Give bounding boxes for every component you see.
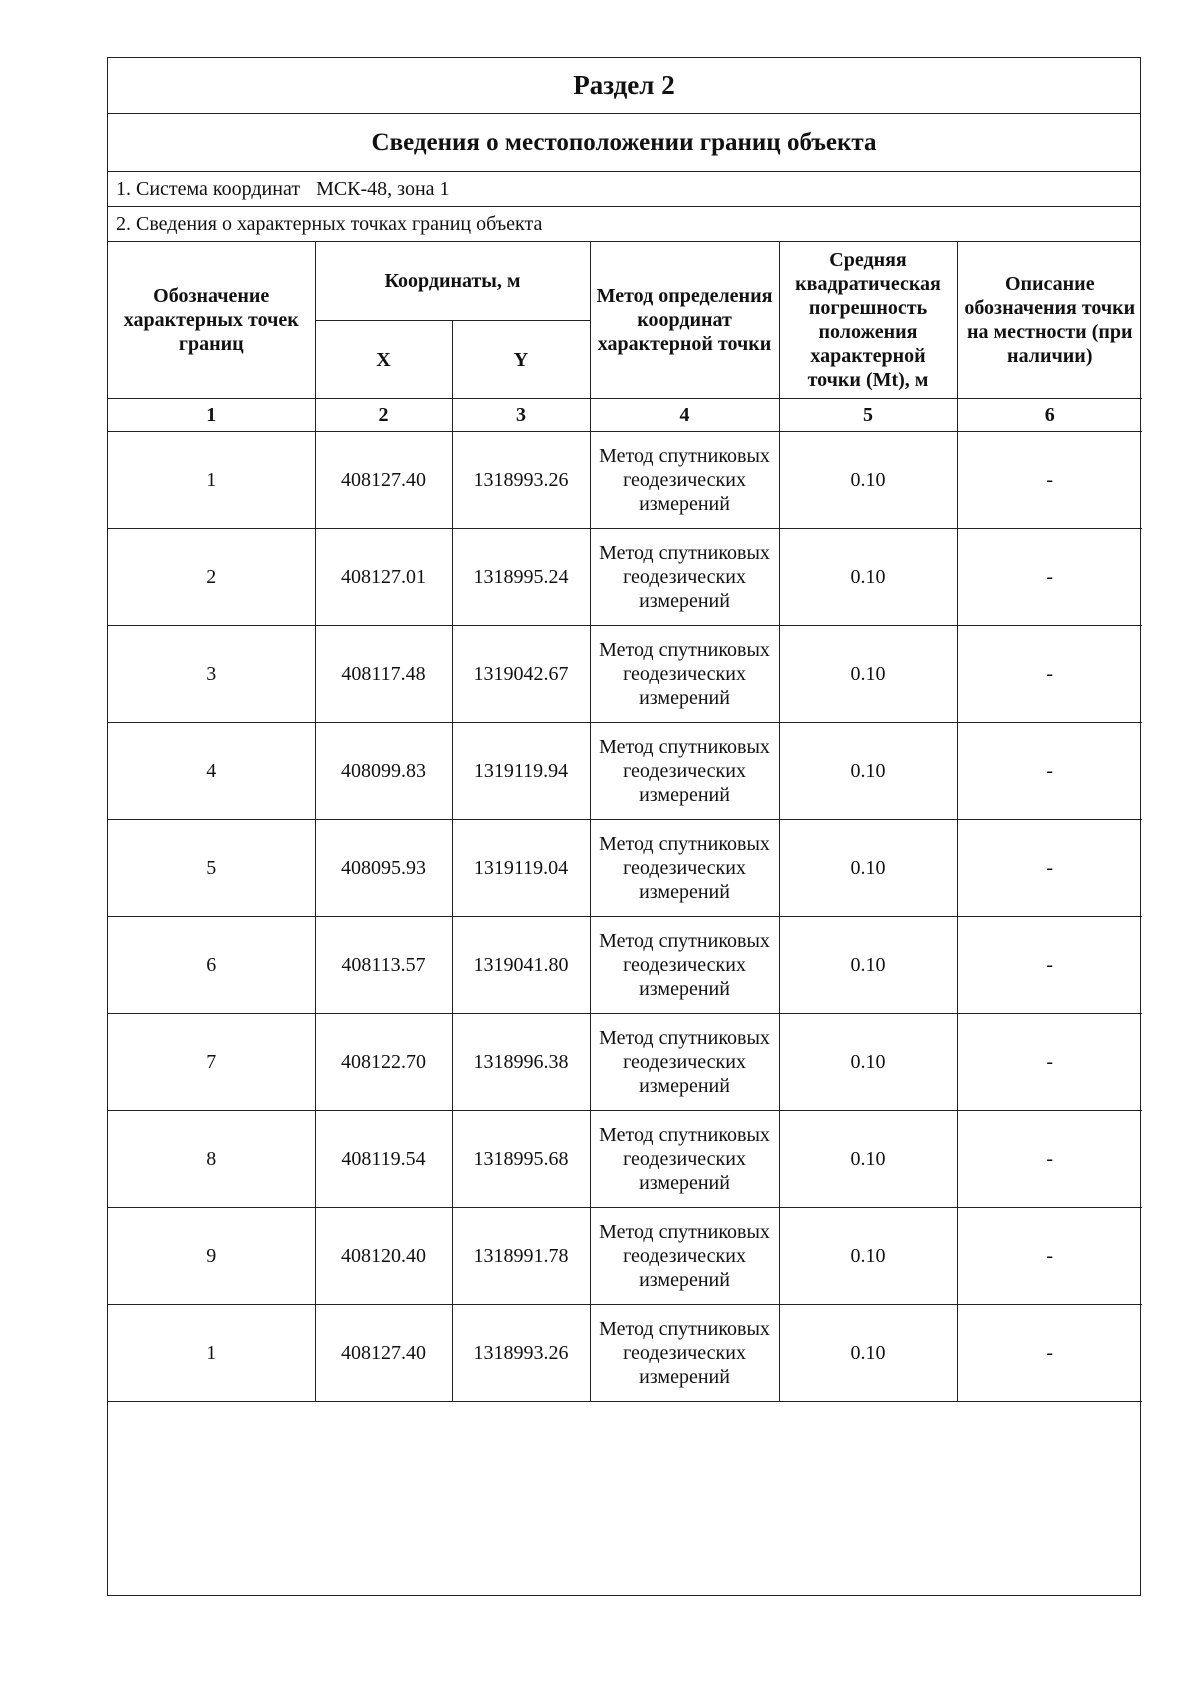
method-cell: Метод спутниковых геодезических измерений	[590, 529, 779, 626]
col-header-accuracy: Средняя квадратическая погрешность положения характерной точки (Mt), м	[779, 242, 957, 399]
table-row	[108, 529, 1142, 626]
description-cell: -	[957, 626, 1142, 723]
table-row	[108, 723, 1142, 820]
description-cell: -	[957, 529, 1142, 626]
y-cell: 1318993.26	[452, 1305, 590, 1402]
method-cell: Метод спутниковых геодезических измерений	[590, 1208, 779, 1305]
coord-system-line	[108, 172, 1140, 207]
table-row	[108, 432, 1142, 529]
coord-system-value: МСК-48, зона 1	[316, 177, 450, 200]
point-cell: 1	[108, 432, 315, 529]
y-cell: 1318996.38	[452, 1014, 590, 1111]
method-cell: Метод спутниковых геодезических измерений	[590, 723, 779, 820]
accuracy-cell: 0.10	[779, 626, 957, 723]
col-number: 4	[590, 399, 779, 432]
accuracy-cell: 0.10	[779, 917, 957, 1014]
description-cell: -	[957, 1305, 1142, 1402]
y-cell: 1318993.26	[452, 432, 590, 529]
col-header-description: Описание обозначения точки на местности (при наличии)	[957, 242, 1142, 399]
accuracy-cell: 0.10	[779, 1111, 957, 1208]
section-heading: Сведения о местоположении границ объекта	[108, 114, 1140, 172]
description-cell: -	[957, 1014, 1142, 1111]
y-cell: 1318991.78	[452, 1208, 590, 1305]
method-cell: Метод спутниковых геодезических измерений	[590, 1111, 779, 1208]
col-number: 5	[779, 399, 957, 432]
description-cell: -	[957, 917, 1142, 1014]
accuracy-cell: 0.10	[779, 1208, 957, 1305]
table-row	[108, 1111, 1142, 1208]
y-cell: 1319119.94	[452, 723, 590, 820]
x-cell: 408099.83	[315, 723, 452, 820]
method-cell: Метод спутниковых геодезических измерений	[590, 820, 779, 917]
point-cell: 6	[108, 917, 315, 1014]
empty-area	[108, 1402, 1140, 1547]
table-row	[108, 820, 1142, 917]
x-cell: 408119.54	[315, 1111, 452, 1208]
col-number: 6	[957, 399, 1142, 432]
table-row	[108, 1014, 1142, 1111]
col-number: 1	[108, 399, 315, 432]
description-cell: -	[957, 1208, 1142, 1305]
section-title: Раздел 2	[108, 58, 1140, 114]
point-cell: 3	[108, 626, 315, 723]
col-header-coordinates: Координаты, м	[315, 242, 590, 321]
description-cell: -	[957, 1111, 1142, 1208]
x-cell: 408127.01	[315, 529, 452, 626]
col-number: 3	[452, 399, 590, 432]
points-heading: 2. Сведения о характерных точках границ объекта	[108, 207, 1140, 242]
y-cell: 1319042.67	[452, 626, 590, 723]
method-cell: Метод спутниковых геодезических измерений	[590, 626, 779, 723]
accuracy-cell: 0.10	[779, 529, 957, 626]
point-cell: 8	[108, 1111, 315, 1208]
col-header-x: X	[315, 321, 452, 399]
col-header-designation: Обозначение характерных точек границ	[108, 242, 315, 399]
col-header-method: Метод определения координат характерной точки	[590, 242, 779, 399]
table-row	[108, 1208, 1142, 1305]
method-cell: Метод спутниковых геодезических измерений	[590, 1305, 779, 1402]
y-cell: 1319041.80	[452, 917, 590, 1014]
table-row	[108, 626, 1142, 723]
method-cell: Метод спутниковых геодезических измерений	[590, 432, 779, 529]
table-row	[108, 1305, 1142, 1402]
x-cell: 408127.40	[315, 432, 452, 529]
table-row	[108, 917, 1142, 1014]
point-cell: 1	[108, 1305, 315, 1402]
description-cell: -	[957, 820, 1142, 917]
x-cell: 408113.57	[315, 917, 452, 1014]
x-cell: 408095.93	[315, 820, 452, 917]
points-table	[108, 242, 1142, 1402]
accuracy-cell: 0.10	[779, 723, 957, 820]
accuracy-cell: 0.10	[779, 1014, 957, 1111]
x-cell: 408122.70	[315, 1014, 452, 1111]
accuracy-cell: 0.10	[779, 820, 957, 917]
document-sheet	[107, 57, 1141, 1596]
y-cell: 1319119.04	[452, 820, 590, 917]
x-cell: 408120.40	[315, 1208, 452, 1305]
y-cell: 1318995.24	[452, 529, 590, 626]
point-cell: 4	[108, 723, 315, 820]
description-cell: -	[957, 723, 1142, 820]
col-number: 2	[315, 399, 452, 432]
point-cell: 7	[108, 1014, 315, 1111]
method-cell: Метод спутниковых геодезических измерений	[590, 1014, 779, 1111]
point-cell: 9	[108, 1208, 315, 1305]
point-cell: 2	[108, 529, 315, 626]
coord-system-label: 1. Система координат	[116, 177, 301, 200]
description-cell: -	[957, 432, 1142, 529]
method-cell: Метод спутниковых геодезических измерений	[590, 917, 779, 1014]
x-cell: 408117.48	[315, 626, 452, 723]
x-cell: 408127.40	[315, 1305, 452, 1402]
accuracy-cell: 0.10	[779, 1305, 957, 1402]
point-cell: 5	[108, 820, 315, 917]
y-cell: 1318995.68	[452, 1111, 590, 1208]
col-header-y: Y	[452, 321, 590, 399]
accuracy-cell: 0.10	[779, 432, 957, 529]
